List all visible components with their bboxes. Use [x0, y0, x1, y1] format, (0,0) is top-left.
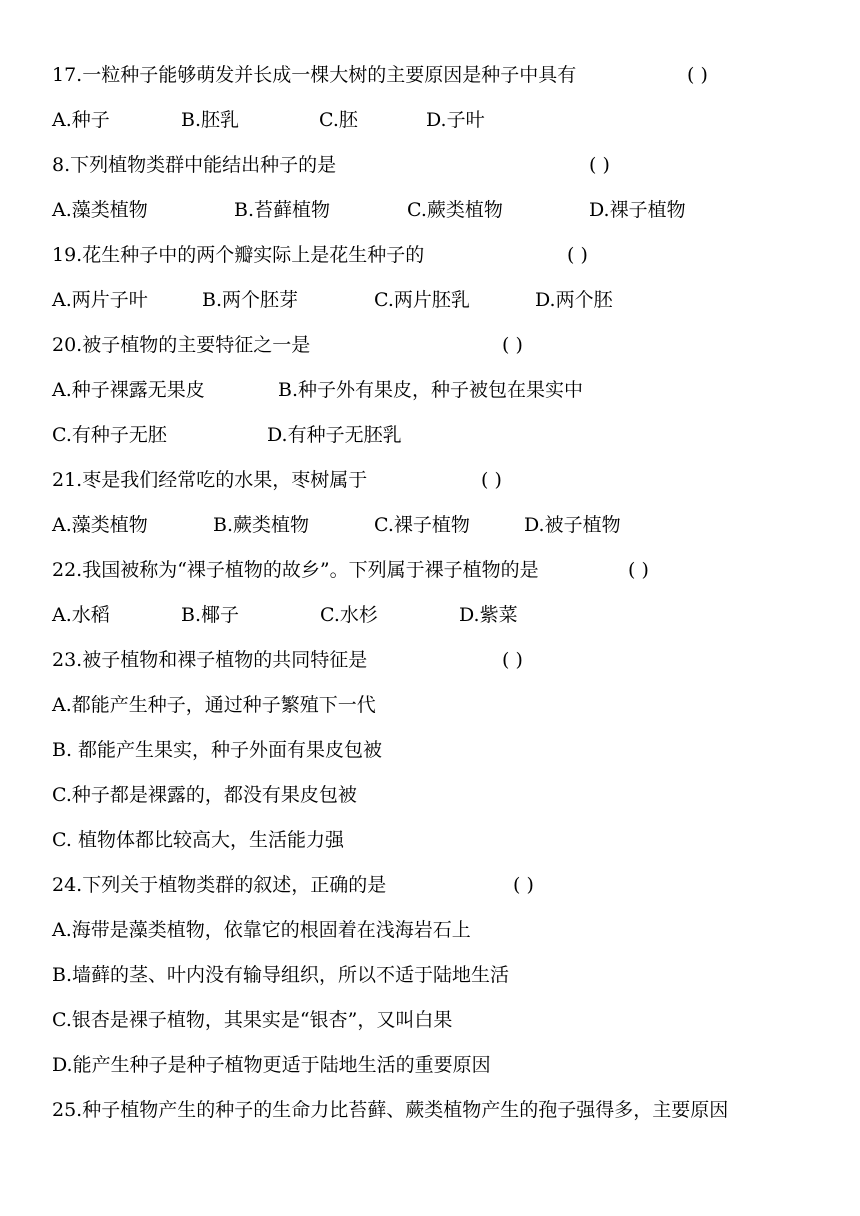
question-stem: 24.下列关于植物类群的叙述，正确的是 [52, 874, 387, 896]
option-a: A.都能产生种子，通过种子繁殖下一代 [52, 694, 376, 716]
question-stem: 20.被子植物的主要特征之一是 [52, 334, 311, 356]
option-c: C.有种子无胚 [52, 424, 167, 446]
answer-bracket: ( ) [481, 469, 502, 491]
option-b: B.墙藓的茎、叶内没有输导组织，所以不适于陆地生活 [52, 964, 510, 986]
option-d: D.紫菜 [459, 604, 518, 626]
option-d: D.子叶 [426, 109, 485, 131]
option-b: B.蕨类植物 [213, 514, 310, 536]
option-a: A.种子 [52, 109, 110, 131]
option-d: D.有种子无胚乳 [267, 424, 402, 446]
option-d: D.两个胚 [535, 289, 613, 311]
option-b: B.胚乳 [181, 109, 240, 131]
option-a: A.种子裸露无果皮 [52, 379, 205, 401]
answer-bracket: ( ) [502, 334, 523, 356]
answer-bracket: ( ) [589, 154, 610, 176]
answer-bracket: ( ) [502, 649, 523, 671]
option-b: B.两个胚芽 [202, 289, 299, 311]
option-a: A.水稻 [52, 604, 110, 626]
question-stem: 21.枣是我们经常吃的水果，枣树属于 [52, 469, 368, 491]
option-c: C.水杉 [320, 604, 378, 626]
answer-bracket: ( ) [628, 559, 649, 581]
question-stem: 25.种子植物产生的种子的生命力比苔藓、蕨类植物产生的孢子强得多，主要原因 [52, 1099, 729, 1121]
question-stem: 8.下列植物类群中能结出种子的是 [52, 154, 337, 176]
option-c: C.银杏是裸子植物，其果实是“银杏”，又叫白果 [52, 1009, 453, 1031]
option-b: B.种子外有果皮，种子被包在果实中 [278, 379, 584, 401]
option-b: B.苔藓植物 [234, 199, 331, 221]
option-c: C.两片胚乳 [374, 289, 470, 311]
question-stem: 22.我国被称为“裸子植物的故乡”。下列属于裸子植物的是 [52, 559, 539, 581]
option-a: A.海带是藻类植物，依靠它的根固着在浅海岩石上 [52, 919, 471, 941]
option-c: C.胚 [319, 109, 358, 131]
option-a: A.藻类植物 [52, 199, 148, 221]
option-b: B. 都能产生果实，种子外面有果皮包被 [52, 739, 383, 761]
option-d: C. 植物体都比较高大，生活能力强 [52, 829, 344, 851]
question-stem: 17.一粒种子能够萌发并长成一棵大树的主要原因是种子中具有 [52, 64, 577, 86]
option-c: C.蕨类植物 [407, 199, 503, 221]
option-d: D.裸子植物 [589, 199, 686, 221]
option-d: D.能产生种子是种子植物更适于陆地生活的重要原因 [52, 1054, 491, 1076]
question-stem: 19.花生种子中的两个瓣实际上是花生种子的 [52, 244, 425, 266]
answer-bracket: ( ) [513, 874, 534, 896]
option-d: D.被子植物 [524, 514, 621, 536]
option-b: B.椰子 [181, 604, 240, 626]
answer-bracket: ( ) [567, 244, 588, 266]
option-a: A.藻类植物 [52, 514, 148, 536]
question-stem: 23.被子植物和裸子植物的共同特征是 [52, 649, 368, 671]
option-c: C.裸子植物 [374, 514, 470, 536]
option-a: A.两片子叶 [52, 289, 148, 311]
option-c: C.种子都是裸露的，都没有果皮包被 [52, 784, 357, 806]
answer-bracket: ( ) [687, 64, 708, 86]
